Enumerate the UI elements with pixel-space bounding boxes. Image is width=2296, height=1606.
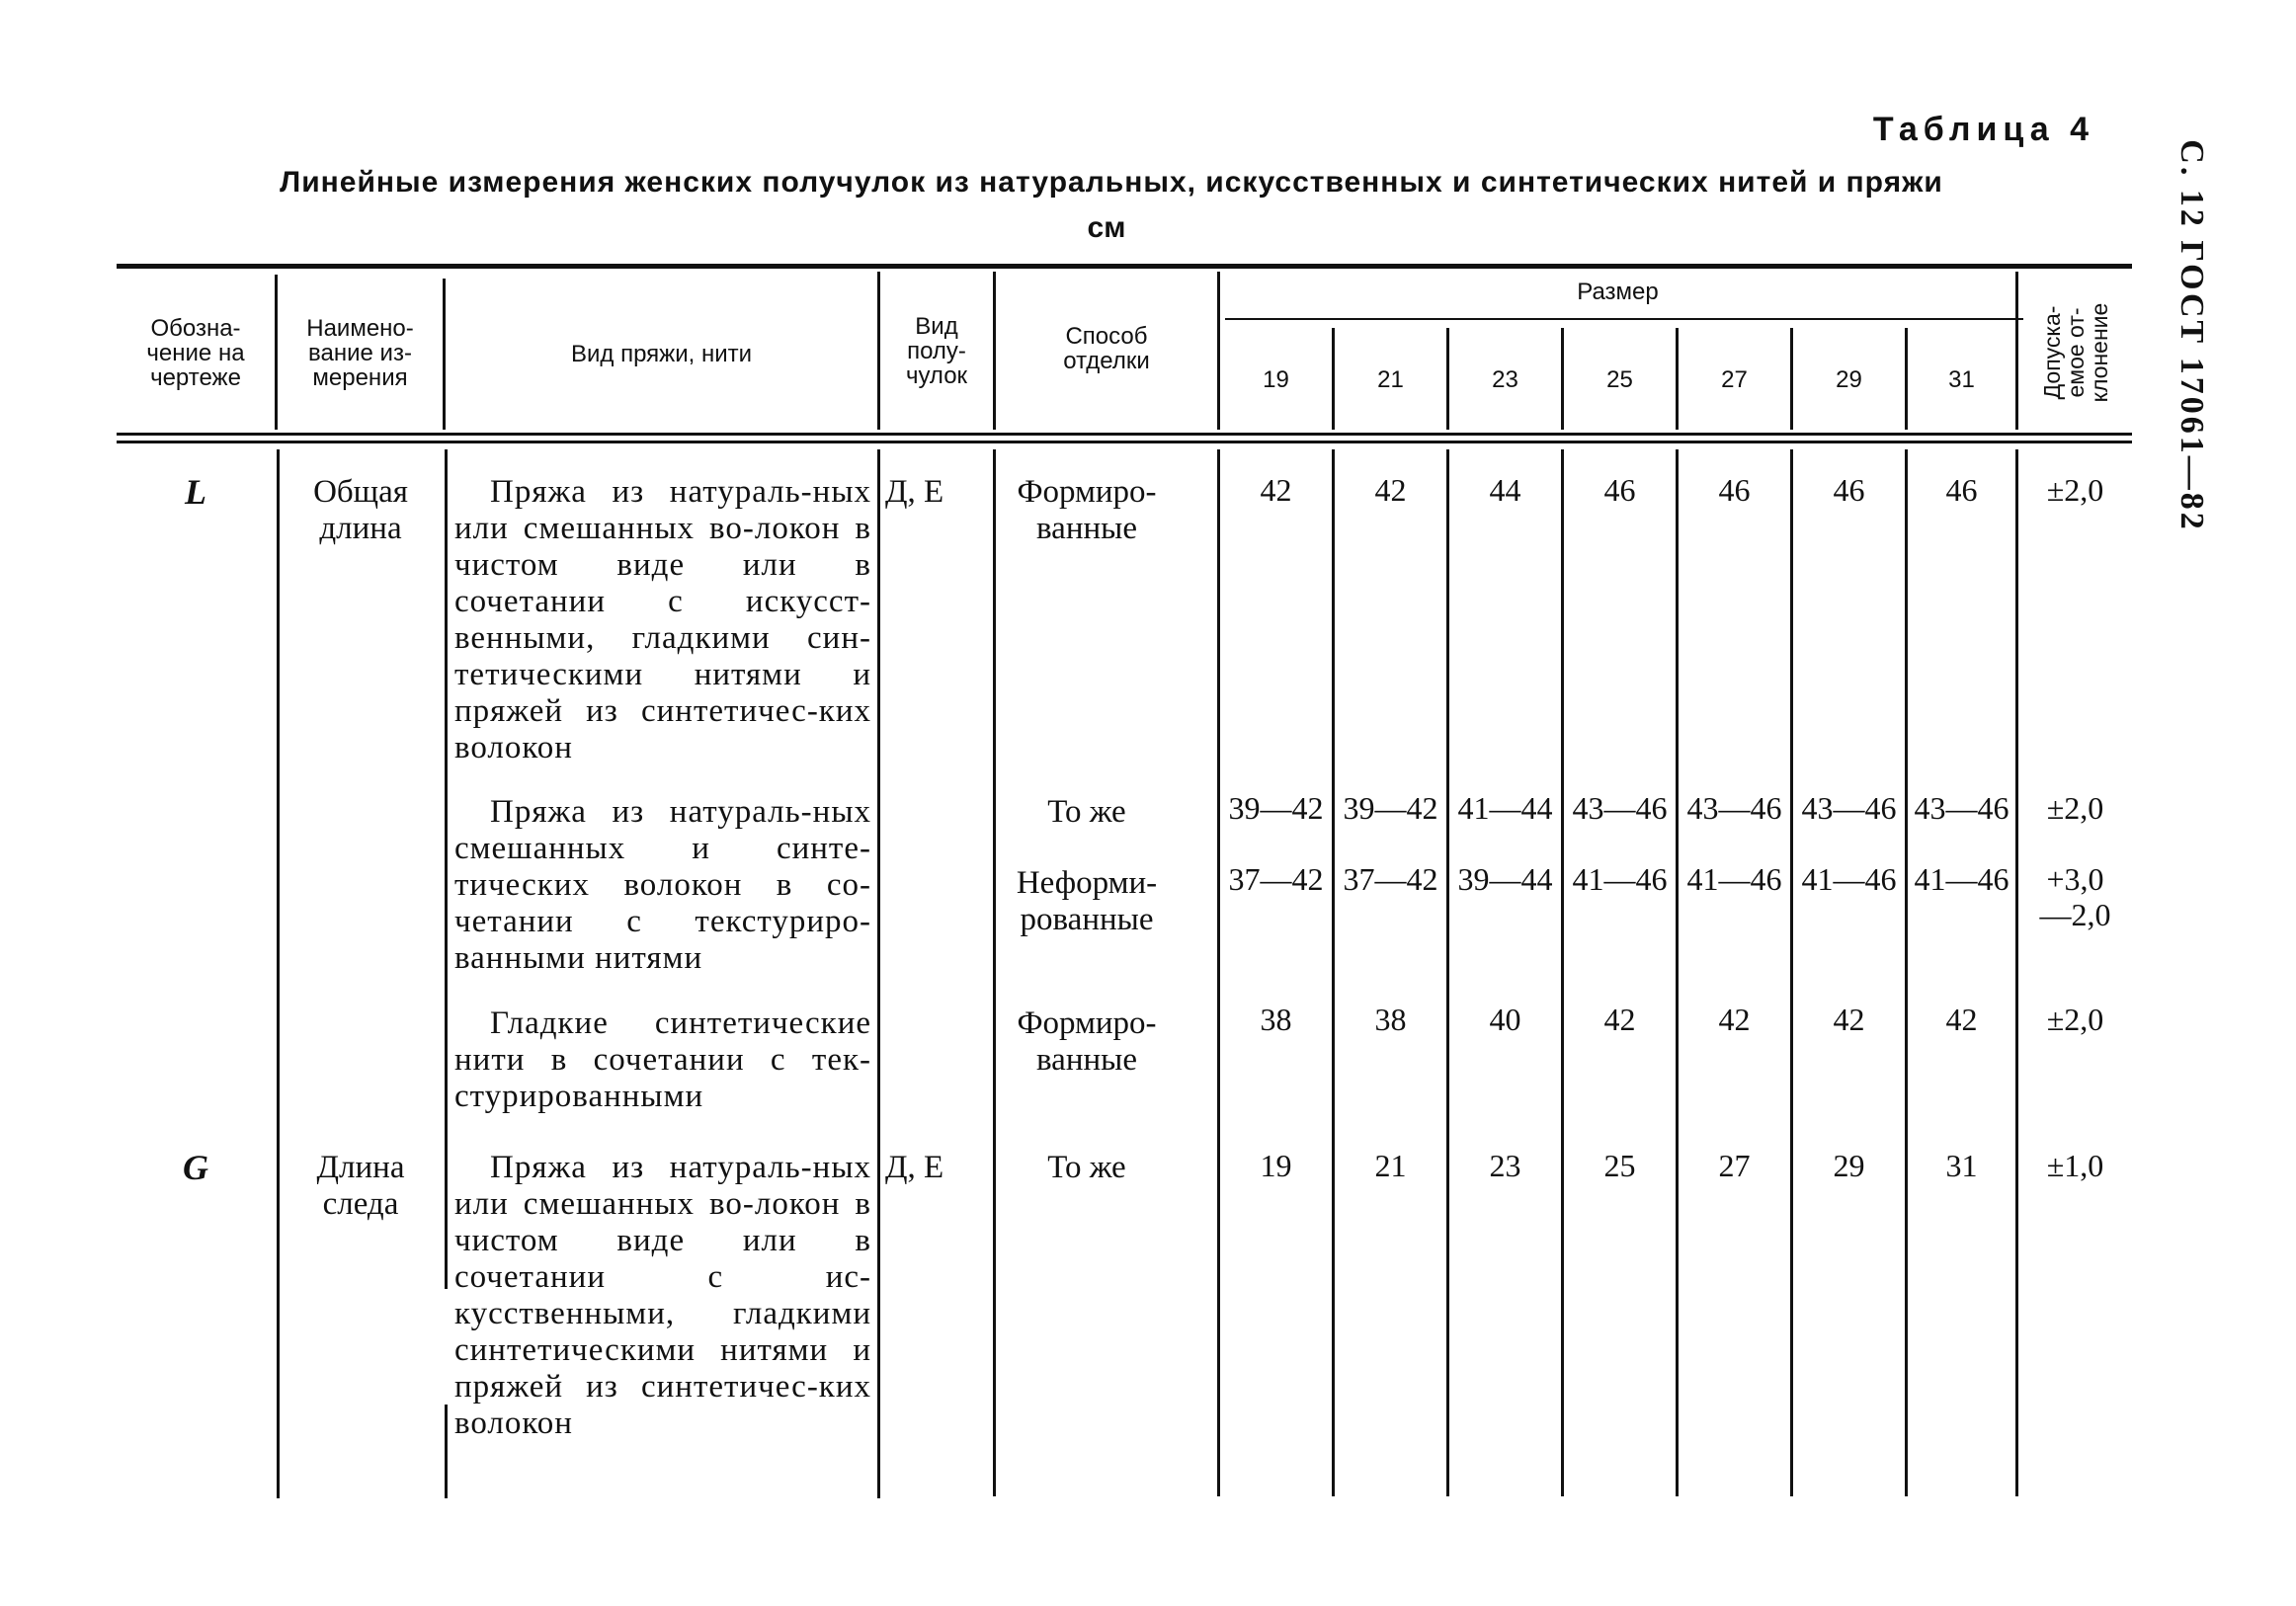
row1-measurement: Общая длина bbox=[313, 474, 408, 546]
col-sep-5-body bbox=[1217, 449, 1220, 1496]
row2-size-23: 41—44 bbox=[1457, 790, 1553, 826]
header-tolerance bbox=[2018, 275, 2132, 430]
row5-designation: G bbox=[183, 1148, 208, 1187]
header-size-25: 25 bbox=[1606, 366, 1633, 393]
size-rule bbox=[1225, 318, 2023, 320]
row5-measurement: Длина следа bbox=[316, 1150, 405, 1222]
row1-size-19: 42 bbox=[1260, 472, 1292, 508]
row3-size-25: 41—46 bbox=[1572, 861, 1668, 897]
col-sep-6-body bbox=[1332, 449, 1335, 1496]
side-header bbox=[2157, 128, 2226, 543]
row1-tolerance: ±2,0 bbox=[2046, 472, 2104, 508]
header-size-23: 23 bbox=[1492, 366, 1518, 393]
top-rule bbox=[117, 264, 2132, 269]
row1-size-23: 44 bbox=[1489, 472, 1521, 508]
header-size: Размер bbox=[1577, 279, 1659, 305]
col-sep-4-body bbox=[993, 449, 996, 1496]
row3-size-27: 41—46 bbox=[1686, 861, 1782, 897]
row5-size-23: 23 bbox=[1489, 1148, 1521, 1183]
row5-size-25: 25 bbox=[1603, 1148, 1636, 1183]
row1-size-29: 46 bbox=[1833, 472, 1865, 508]
row3-size-21: 37—42 bbox=[1343, 861, 1438, 897]
row2-yarn: Пряжа из натураль-ных смешанных и синте-тических волокон в со-четании с текстуриро-ванными нитями bbox=[454, 794, 871, 976]
row4-size-31: 42 bbox=[1945, 1002, 1978, 1037]
col-sep-2-body bbox=[445, 449, 448, 1289]
table-label: Таблица 4 bbox=[1872, 111, 2094, 148]
row4-size-27: 42 bbox=[1718, 1002, 1751, 1037]
header-yarn-type: Вид пряжи, нити bbox=[570, 341, 752, 367]
row2-size-27: 43—46 bbox=[1686, 790, 1782, 826]
row5-size-21: 21 bbox=[1374, 1148, 1407, 1183]
row2-size-31: 43—46 bbox=[1914, 790, 2009, 826]
row5-yarn: Пряжа из натураль-ных или смешанных во-локон в чистом виде или в сочетании с ис-кусственными, гладкими синтетическими нитями и пряжей из синтетичес-ких волокон bbox=[454, 1150, 871, 1441]
header-size-31: 31 bbox=[1948, 366, 1975, 393]
header-tolerance-text: Допуска- емое от- клонение bbox=[2038, 302, 2112, 402]
row5-size-27: 27 bbox=[1718, 1148, 1751, 1183]
col-sep-1-body bbox=[277, 449, 280, 1498]
row1-designation: L bbox=[185, 472, 206, 512]
row3-size-31: 41—46 bbox=[1914, 861, 2009, 897]
col-sep-11-body bbox=[1905, 449, 1908, 1496]
row3-size-29: 41—46 bbox=[1801, 861, 1897, 897]
row1-size-21: 42 bbox=[1374, 472, 1407, 508]
header-rule-1 bbox=[117, 433, 2132, 436]
row2-size-25: 43—46 bbox=[1572, 790, 1668, 826]
row5-tolerance: ±1,0 bbox=[2046, 1148, 2104, 1183]
row1-size-27: 46 bbox=[1718, 472, 1751, 508]
col-sep-8-body bbox=[1561, 449, 1564, 1496]
row4-yarn: Гладкие синтетические нити в сочетании с тек-стурированными bbox=[454, 1005, 871, 1114]
row2-size-21: 39—42 bbox=[1343, 790, 1438, 826]
header-size-21: 21 bbox=[1377, 366, 1404, 393]
header-rule-2 bbox=[117, 441, 2132, 443]
col-sep-2-body-lower bbox=[445, 1405, 448, 1498]
row1-size-25: 46 bbox=[1603, 472, 1636, 508]
row2-size-29: 43—46 bbox=[1801, 790, 1897, 826]
row5-size-31: 31 bbox=[1945, 1148, 1978, 1183]
row4-finishing: Формиро-ванные bbox=[1017, 1005, 1157, 1078]
row3-size-19: 37—42 bbox=[1228, 861, 1324, 897]
header-designation: Обозна- чение на чертеже bbox=[146, 315, 245, 391]
row4-size-19: 38 bbox=[1260, 1002, 1292, 1037]
row1-finishing: Формиро-ванные bbox=[1017, 474, 1157, 546]
row4-size-23: 40 bbox=[1489, 1002, 1521, 1037]
row4-size-21: 38 bbox=[1374, 1002, 1407, 1037]
row4-tolerance: ±2,0 bbox=[2046, 1002, 2104, 1037]
row5-size-19: 19 bbox=[1260, 1148, 1292, 1183]
row2-size-19: 39—42 bbox=[1228, 790, 1324, 826]
col-sep-7-body bbox=[1446, 449, 1449, 1496]
row1-yarn: Пряжа из натураль-ных или смешанных во-локон в чистом виде или в сочетании с искусст-венными, гладкими син-тетическими нитями и пряжей из синтетичес-ких волокон bbox=[454, 474, 871, 765]
header-finishing: Способ отделки bbox=[1063, 323, 1150, 374]
table-unit: см bbox=[1087, 211, 1126, 244]
row1-size-31: 46 bbox=[1945, 472, 1978, 508]
table-caption: Линейные измерения женских получулок из натуральных, искусственных и синтетических нитей и пряжи bbox=[280, 166, 1943, 199]
row1-stocking: Д, Е bbox=[885, 474, 944, 510]
row4-size-25: 42 bbox=[1603, 1002, 1636, 1037]
row2-tolerance: ±2,0 bbox=[2046, 790, 2104, 826]
row4-size-29: 42 bbox=[1833, 1002, 1865, 1037]
row2-finishing: То же bbox=[1047, 794, 1126, 830]
row5-stocking: Д, Е bbox=[885, 1150, 944, 1185]
row3-tolerance: +3,0 —2,0 bbox=[2039, 861, 2111, 932]
row5-finishing: То же bbox=[1047, 1150, 1126, 1185]
row3-size-23: 39—44 bbox=[1457, 861, 1553, 897]
header-size-29: 29 bbox=[1836, 366, 1862, 393]
col-sep-9-body bbox=[1676, 449, 1679, 1496]
header-measurement: Наимено- вание из- мерения bbox=[306, 315, 414, 391]
header-size-27: 27 bbox=[1721, 366, 1748, 393]
header-stocking-type: Вид полу- чулок bbox=[905, 313, 968, 389]
col-sep-3-body bbox=[877, 449, 880, 1498]
header-size-19: 19 bbox=[1263, 366, 1289, 393]
col-sep-12-body bbox=[2015, 449, 2018, 1496]
side-header-text: С. 12 ГОСТ 17061—82 bbox=[2173, 139, 2210, 532]
col-sep-10-body bbox=[1790, 449, 1793, 1496]
row3-finishing: Неформи-рованные bbox=[1016, 865, 1158, 937]
row5-size-29: 29 bbox=[1833, 1148, 1865, 1183]
